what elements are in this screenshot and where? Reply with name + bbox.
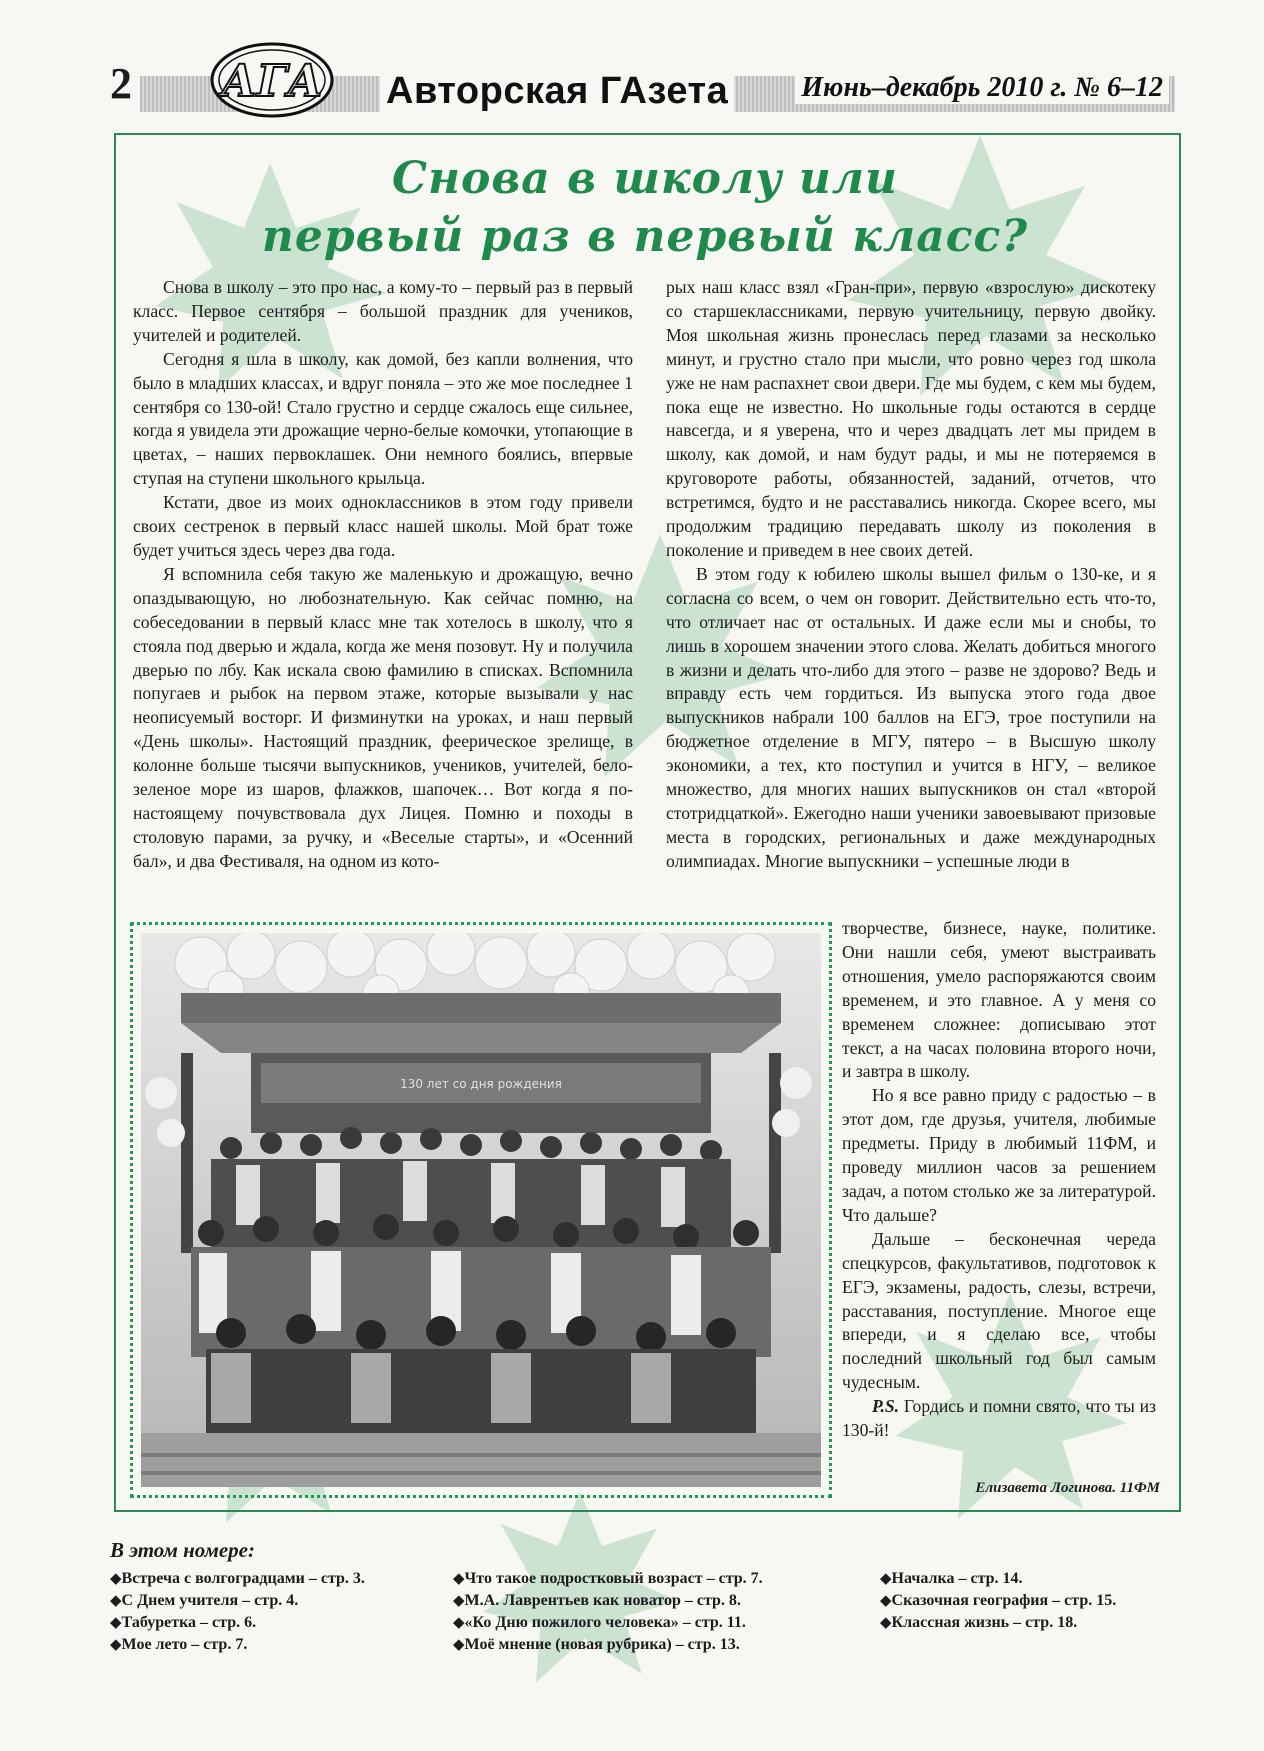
paragraph: творчестве, бизнесе, науке, политике. Они нашли себя, умеют выстраивать отношения, умело распоряжаются своим временем, и это главное. А у меня со временем сложнее: дописываю этот текст, а на часах половина второго ночи, и завтра в школу. [842,918,1156,1082]
issue-info: Июнь–декабрь 2010 г. № 6–12 [795,72,1169,104]
newspaper-header [110,40,1175,118]
logo-text: АГА [220,56,324,107]
paragraph: Но я все равно приду с радостью – в этот дом, где друзья, учителя, любимые предметы. Приду в любимый 11ФМ, и проведу миллион часов за решением задач, а потом столько же за литературой. Что дальше? [842,1085,1156,1225]
paragraph: Снова в школу – это про нас, а кому-то – первый раз в первый класс. Первое сентября – большой праздник для учеников, учителей и родителей. [133,277,633,345]
class-photo [141,933,821,1487]
contents-item[interactable]: ◆Табуретка – стр. 6. [110,1614,257,1631]
contents-item[interactable]: ◆Встреча с волгоградцами – стр. 3. [110,1570,365,1587]
contents-column-2 [453,1568,763,1656]
diamond-bullet-icon: ◆ [453,1593,465,1609]
ps-label: P.S. [872,1396,900,1417]
paragraph: Сегодня я шла в школу, как домой, без капли волнения, что было в младших классах, и вдруг поняла – это же мое последнее 1 сентября со 130-ой! Стало грустно и сердце сжалось еще сильнее, когда я увидела эти дрожащие черно-белые комочки, утопающие в цветах, – наших первоклашек. Они немного боялись, впервые ступая на ступени школьного крыльца. [133,348,633,489]
photo-frame [130,922,832,1498]
paragraph: В этом году к юбилею школы вышел фильм о 130-ке, и я согласна со всем, о чем он говорит. Действительно есть что-то, что отличает нас от остальных. И даже если мы и снобы, то лишь в хорошем значении этого слова. Желать добиться многого в жизни и делать что-либо для этого – разве не здорово? Ведь и вправду есть чем гордиться. Из выпуска этого года двое выпускников набрали 100 баллов на ЕГЭ, трое поступили на бюджетное отделение в МГУ, пятеро – в Высшую школу экономики, а тех, кто поступил и учится в НГУ, – великое множество, для многих наших выпускников он стал «второй стотридцаткой». Ежегодно наши ученики завоевывают призовые места в городских, региональных и даже международных олимпиадах. Многие выпускники – успешные люди в [666,563,1156,871]
contents-title: В этом номере: [110,1538,255,1562]
paragraph: Я вспомнила себя такую же маленькую и дрожащую, вечно опаздывающую, но любознательную. Как сейчас помню, на собеседовании в первый класс мне так хотелось в школу, что я стояла под дверью и ждала, когда же меня позовут. Ну и получила дверью по лбу. Как искала свою фамилию в списках. Вспомнила попугаев и рыбок на первом этаже, которые вызывали у нас неописуемый восторг. И физминутки на уроках, и наш первый «День школы». Настоящий праздник, феерическое зрелище, в колонне больше тысячи выпускников, учеников, учителей, бело-зеленое море из шаров, флажков, шапочек… Вот когда я по-настоящему почувствовала дух Лицея. Помню и походы в столовую парами, за ручку, и «Веселые старты», и «Осенний бал», и два Фестиваля, на одном из кото- [133,563,633,871]
diamond-bullet-icon: ◆ [110,1593,122,1609]
contents-item[interactable]: ◆Что такое подростковый возраст – стр. 7. [453,1570,763,1587]
contents-item[interactable]: ◆Началка – стр. 14. [880,1570,1023,1587]
diamond-bullet-icon: ◆ [880,1571,892,1587]
contents-column-3 [880,1568,1116,1634]
title-line-1: Снова в школу или [391,153,899,204]
title-line-2: первый раз в первый класс? [261,211,1029,262]
diamond-bullet-icon: ◆ [110,1571,122,1587]
diamond-bullet-icon: ◆ [110,1637,122,1653]
paragraph: Дальше – бесконечная череда спецкурсов, факультативов, подготовок к ЕГЭ, экзамены, радость, слезы, встречи, расставания, поступление. Многое еще впереди, и я сделаю все, чтобы последний школьный год был самым чудесным. [842,1228,1156,1393]
contents-item[interactable]: ◆Мое лето – стр. 7. [110,1636,248,1653]
contents-column-1 [110,1568,365,1656]
contents-item[interactable]: ◆С Днем учителя – стр. 4. [110,1592,299,1609]
class-photo-illustration [141,933,821,1487]
contents-item[interactable]: ◆Моё мнение (новая рубрика) – стр. 13. [453,1636,740,1653]
diamond-bullet-icon: ◆ [453,1571,465,1587]
article-author: Елизавета Логинова. 11ФМ [975,1480,1160,1496]
diamond-bullet-icon: ◆ [880,1593,892,1609]
contents-item[interactable]: ◆М.А. Лаврентьев как новатор – стр. 8. [453,1592,741,1609]
page-number: 2 [110,59,132,108]
article-column-narrow [842,917,1156,1443]
diamond-bullet-icon: ◆ [110,1615,122,1631]
diamond-bullet-icon: ◆ [453,1615,465,1631]
contents-item[interactable]: ◆«Ко Дню пожилого человека» – стр. 11. [453,1614,746,1631]
paragraph: Кстати, двое из моих одноклассников в этом году привели своих сестренок в первый класс нашей школы. Мой брат тоже будет учиться здесь через два года. [133,492,633,560]
postscript [842,1395,1156,1443]
photo-banner-text: 130 лет со дня рождения [400,1077,562,1091]
article-title [150,150,1140,266]
gazeta-name: Авторская ГАзета [380,70,734,113]
article-column-right [666,276,1156,874]
contents-item[interactable]: ◆Сказочная география – стр. 15. [880,1592,1117,1609]
diamond-bullet-icon: ◆ [880,1615,892,1631]
article-column-left [133,276,633,874]
contents-item[interactable]: ◆Классная жизнь – стр. 18. [880,1614,1078,1631]
diamond-bullet-icon: ◆ [453,1637,465,1653]
paragraph: рых наш класс взял «Гран-при», первую «взрослую» дискотеку со старшеклассниками, первую учительницу, первую двойку. Моя школьная жизнь пронеслась перед глазами за несколько минут, и грустно стало при мысли, что ровно через год школа уже не нам распахнет свои двери. Где мы будем, с кем мы будем, пока еще не известно. Но школьные годы остаются в сердце навсегда, и я уверена, что и через двадцать лет мы придем в школу, как домой, и нам будут рады, и мы не потеряемся в круговороте работы, обязанностей, заданий, отчетов, что встретимся, будто и не расставались никогда. Скорее всего, мы продолжим традицию передавать школу из поколения в поколение и приведем в нее своих детей. [666,277,1156,560]
ps-text: Гордись и помни свято, что ты из 130-й! [842,1396,1156,1441]
